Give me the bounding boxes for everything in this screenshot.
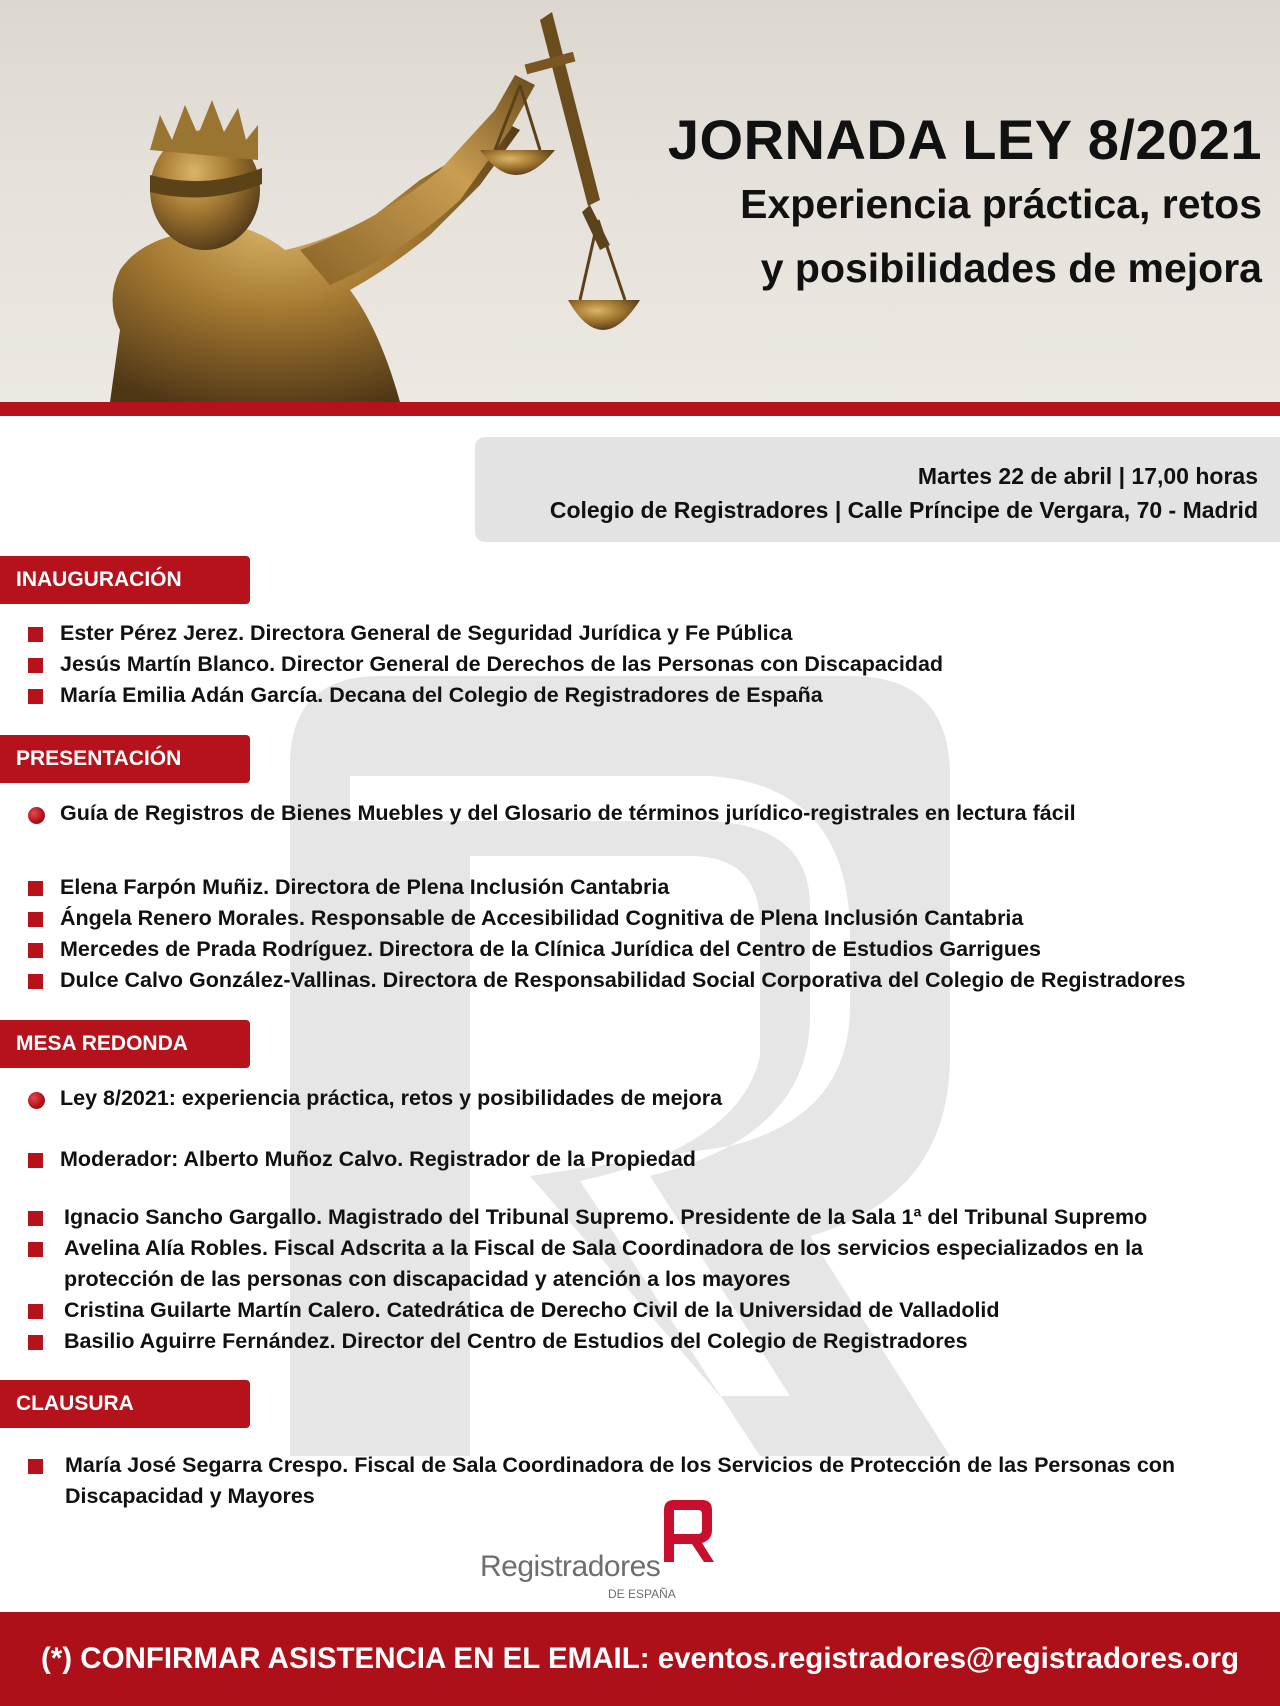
round-bullet-icon bbox=[28, 807, 45, 824]
list-item: Cristina Guilarte Martín Calero. Catedrática de Derecho Civil de la Universidad de Valladolid bbox=[28, 1295, 1000, 1326]
list-item: Elena Farpón Muñiz. Directora de Plena Inclusión Cantabria bbox=[28, 872, 669, 903]
square-bullet-icon bbox=[28, 974, 43, 989]
logo-wordmark: Registradores bbox=[480, 1550, 661, 1583]
square-bullet-icon bbox=[28, 881, 43, 896]
square-bullet-icon bbox=[28, 658, 43, 673]
square-bullet-icon bbox=[28, 627, 43, 642]
logo-subtitle: DE ESPAÑA bbox=[608, 1587, 676, 1601]
square-bullet-icon bbox=[28, 1335, 43, 1350]
list-item: Ester Pérez Jerez. Directora General de Seguridad Jurídica y Fe Pública bbox=[28, 618, 793, 649]
square-bullet-icon bbox=[28, 943, 43, 958]
event-subtitle-line2: y posibilidades de mejora bbox=[760, 245, 1262, 291]
square-bullet-icon bbox=[28, 689, 43, 704]
event-venue: Colegio de Registradores | Calle Príncipe de Vergara, 70 - Madrid bbox=[549, 497, 1258, 523]
topic-item: Guía de Registros de Bienes Muebles y del Glosario de términos jurídico-registrales en lectura fácil bbox=[28, 798, 1076, 829]
list-item: María José Segarra Crespo. Fiscal de Sala Coordinadora de los Servicios de Protección de las Personas con Discapacidad y Mayores bbox=[28, 1450, 1228, 1512]
list-item: María Emilia Adán García. Decana del Colegio de Registradores de España bbox=[28, 680, 823, 711]
rsvp-footer bbox=[0, 1612, 1280, 1706]
square-bullet-icon bbox=[28, 1304, 43, 1319]
list-item: Mercedes de Prada Rodríguez. Directora de la Clínica Jurídica del Centro de Estudios Garrigues bbox=[28, 934, 1041, 965]
section-presentacion: PRESENTACIÓN bbox=[0, 735, 250, 783]
header-divider bbox=[0, 402, 1280, 416]
list-item: Basilio Aguirre Fernández. Director del Centro de Estudios del Colegio de Registradores bbox=[28, 1326, 968, 1357]
list-item: Avelina Alía Robles. Fiscal Adscrita a la Fiscal de Sala Coordinadora de los servicios especializados en la protección de las personas con discapacidad y atención a los mayores bbox=[28, 1233, 1218, 1295]
hero-banner bbox=[0, 0, 1280, 402]
registradores-logo bbox=[480, 1500, 740, 1605]
square-bullet-icon bbox=[28, 912, 43, 927]
section-inauguracion: INAUGURACIÓN bbox=[0, 556, 250, 604]
list-item: Ángela Renero Morales. Responsable de Accesibilidad Cognitiva de Plena Inclusión Cantabria bbox=[28, 903, 1023, 934]
square-bullet-icon bbox=[28, 1242, 43, 1257]
square-bullet-icon bbox=[28, 1459, 43, 1474]
rsvp-text: (*) CONFIRMAR ASISTENCIA EN EL EMAIL: eventos.registradores@registradores.org bbox=[40, 1642, 1240, 1675]
page-title bbox=[542, 108, 1262, 300]
square-bullet-icon bbox=[28, 1153, 43, 1168]
moderator-item: Moderador: Alberto Muñoz Calvo. Registrador de la Propiedad bbox=[28, 1144, 696, 1175]
list-item: Dulce Calvo González-Vallinas. Directora de Responsabilidad Social Corporativa del Colegio de Registradores bbox=[28, 965, 1185, 996]
section-clausura: CLAUSURA bbox=[0, 1380, 250, 1428]
square-bullet-icon bbox=[28, 1211, 43, 1226]
round-bullet-icon bbox=[28, 1092, 45, 1109]
event-subtitle-line1: Experiencia práctica, retos bbox=[740, 181, 1262, 227]
list-item: Ignacio Sancho Gargallo. Magistrado del Tribunal Supremo. Presidente de la Sala 1ª del Tribunal Supremo bbox=[28, 1202, 1228, 1233]
section-mesa-redonda: MESA REDONDA bbox=[0, 1020, 250, 1068]
event-title: JORNADA LEY 8/2021 bbox=[667, 108, 1262, 171]
event-date-time: Martes 22 de abril | 17,00 horas bbox=[917, 463, 1258, 489]
event-info-box bbox=[475, 437, 1280, 542]
topic-item: Ley 8/2021: experiencia práctica, retos y posibilidades de mejora bbox=[28, 1083, 722, 1114]
registradores-r-icon bbox=[660, 1500, 716, 1566]
list-item: Jesús Martín Blanco. Director General de Derechos de las Personas con Discapacidad bbox=[28, 649, 943, 680]
